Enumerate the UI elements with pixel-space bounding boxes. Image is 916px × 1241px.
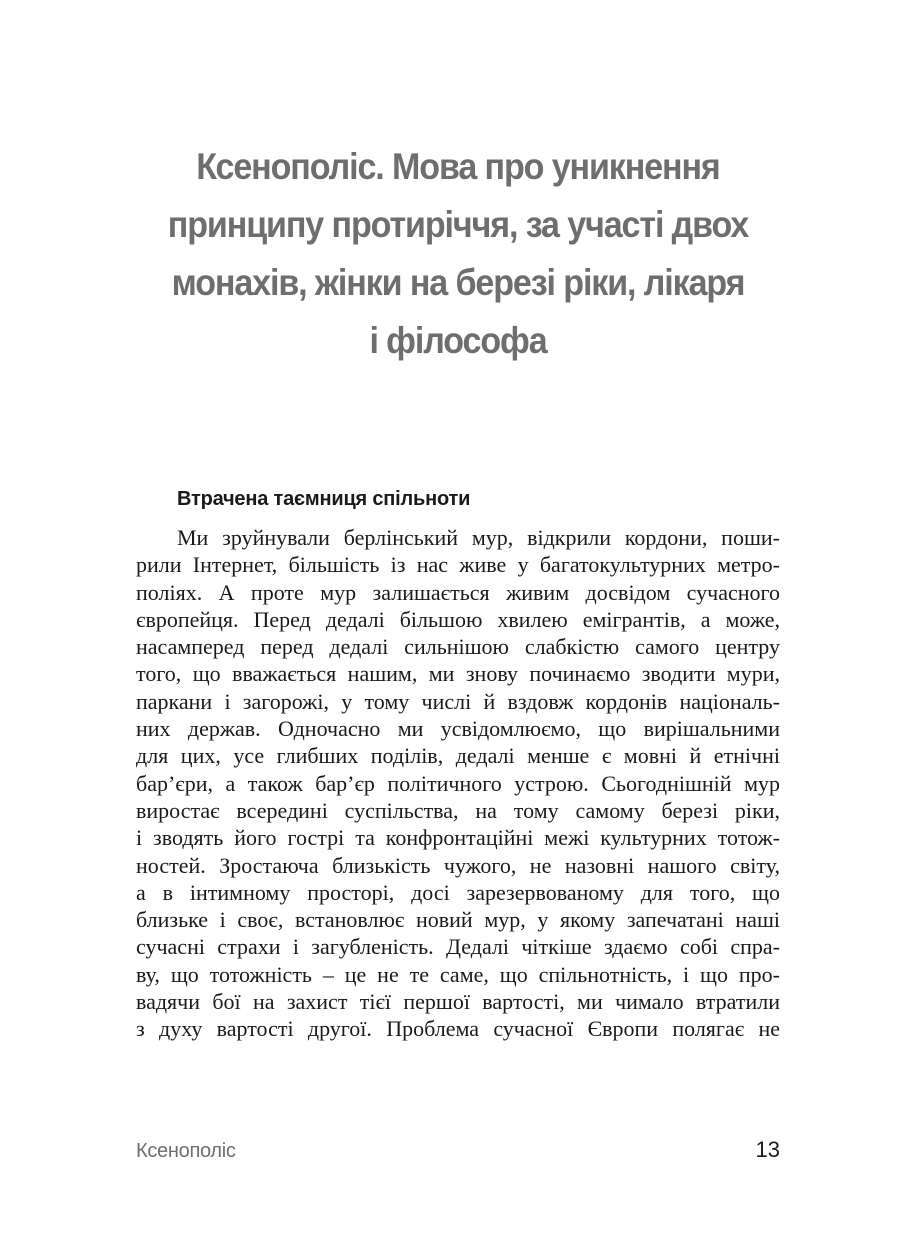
chapter-title-line: принципу протиріччя, за участі двох — [167, 204, 749, 245]
chapter-title-line: і філософа — [369, 320, 547, 361]
paragraph-line: і зводять його гострі та конфронтаційні межі культурних тотож- — [136, 825, 780, 851]
chapter-title-line: монахів, жінки на березі ріки, лікаря — [171, 262, 745, 303]
paragraph-line: вадячи бої на захист тієї першої вартості, ми чимало втратили — [136, 989, 780, 1015]
paragraph-line: насамперед перед дедалі сильнішою слабкістю самого центру — [136, 634, 780, 660]
chapter-title — [165, 138, 750, 370]
paragraph-line: виростає всередині суспільства, на тому самому березі ріки, — [136, 797, 780, 823]
paragraph-line: для цих, усе глибших поділів, дедалі менше є мовні й етнічні — [136, 743, 780, 769]
running-footer-title: Ксенополіс — [136, 1140, 236, 1162]
body-paragraph — [136, 524, 780, 1043]
paragraph-line: поліях. А проте мур залишається живим досвідом сучасного — [136, 579, 780, 605]
page-number: 13 — [755, 1137, 780, 1162]
section-heading: Втрачена таємниця спільноти — [177, 488, 471, 510]
paragraph-line: Ми зруйнували берлінський мур, відкрили кордони, поши- — [177, 525, 780, 550]
paragraph-line: а в інтимному просторі, досі зарезервованому для того, що — [136, 879, 780, 905]
paragraph-line: сучасні страхи і загубленість. Дедалі чіткіше здаємо собі спра- — [136, 934, 780, 960]
paragraph-line: ностей. Зростаюча близькість чужого, не назовні нашого світу, — [136, 852, 780, 878]
paragraph-line: рили Інтернет, більшість із нас живе у багатокультурних метро- — [136, 552, 780, 578]
paragraph-line: бар’єри, а також бар’єр політичного устрою. Сьогоднішній мур — [136, 770, 780, 796]
paragraph-line: з духу вартості другої. Проблема сучасної Європи полягає не — [136, 1016, 780, 1042]
paragraph-line: них держав. Одночасно ми усвідомлюємо, що вирішальними — [136, 716, 780, 742]
paragraph-line: того, що вважається нашим, ми знову починаємо зводити мури, — [136, 661, 780, 687]
chapter-title-line: Ксенополіс. Мова про уникнення — [196, 146, 720, 187]
paragraph-line: близьке і своє, встановлює новий мур, у якому запечатані наші — [136, 907, 780, 933]
paragraph-line: європейця. Перед дедалі більшою хвилею емігрантів, а може, — [136, 606, 780, 632]
paragraph-line: паркани і загорожі, у тому числі й вздовж кордонів національ- — [136, 688, 780, 714]
paragraph-line: ву, що тотожність – це не те саме, що спільнотність, і що про- — [136, 961, 780, 987]
